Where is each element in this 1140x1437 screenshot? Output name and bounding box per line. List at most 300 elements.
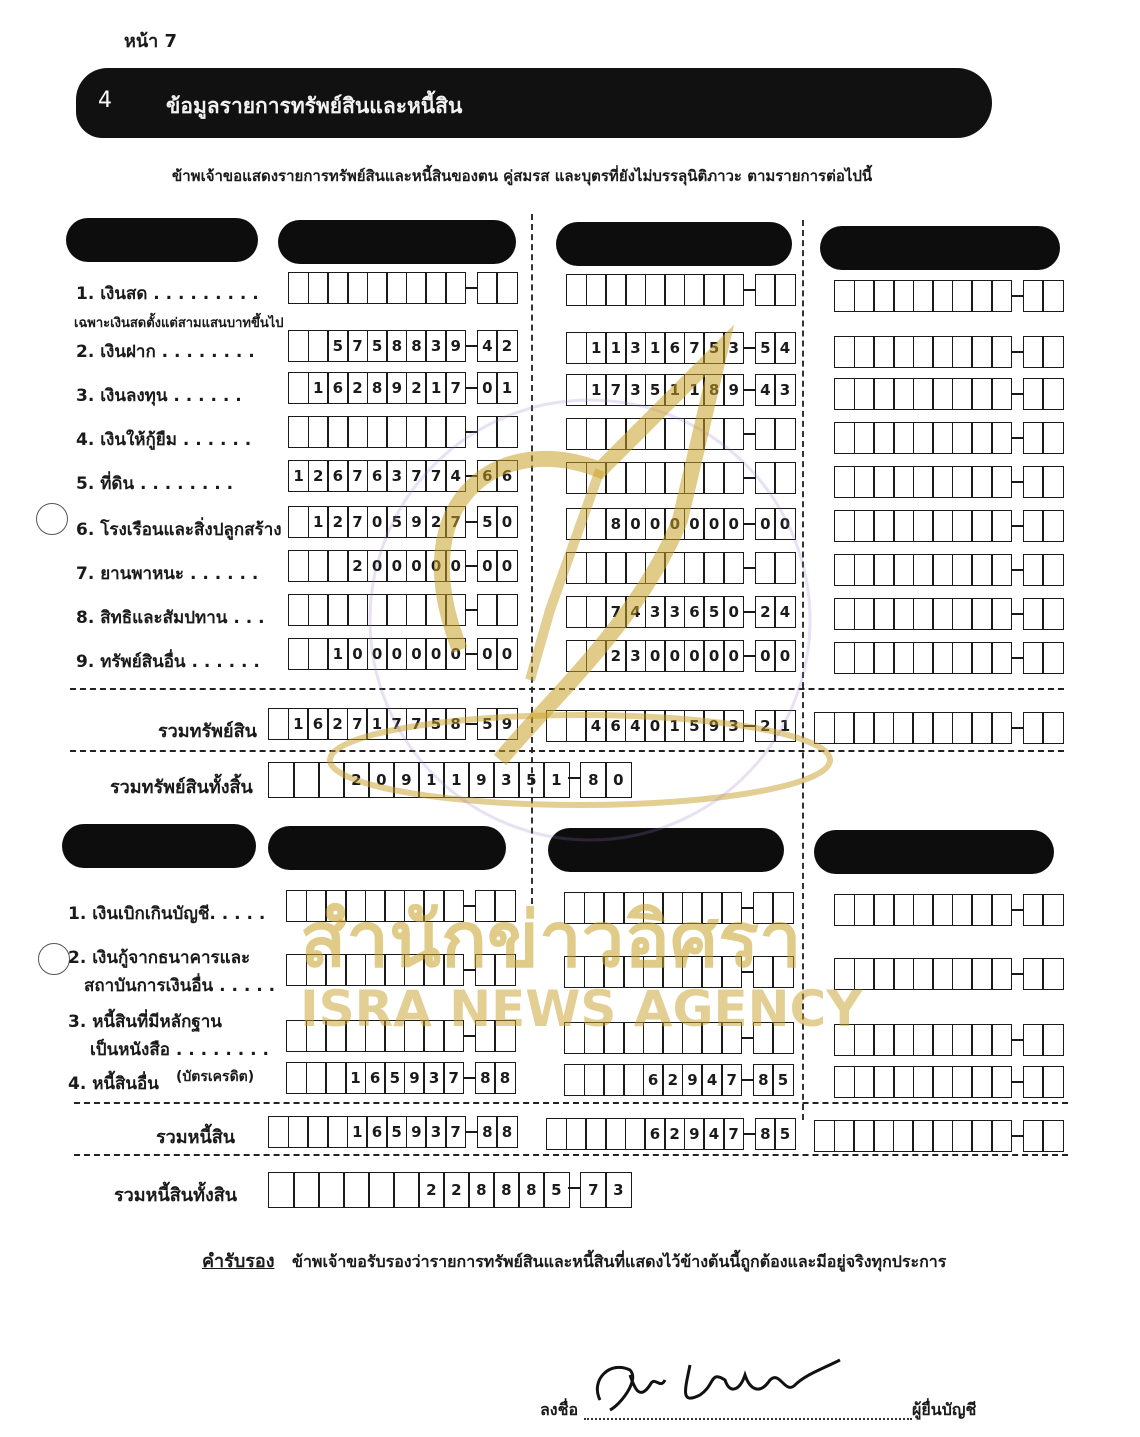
digit-cell: 7	[445, 372, 466, 404]
digit-cell	[386, 272, 407, 304]
digit-cell: 1	[664, 374, 685, 406]
digit-cell: 4	[703, 1118, 724, 1150]
digit-cell	[971, 642, 992, 674]
digit-cell: 2	[662, 1064, 683, 1096]
digit-cell: 5	[518, 762, 545, 798]
digit-cell: 1	[684, 374, 705, 406]
satang-cell: 2	[755, 710, 776, 742]
digit-cell	[913, 1024, 934, 1056]
digit-cell: 3	[386, 460, 407, 492]
digit-cell	[703, 274, 724, 306]
satang-cell: 8	[753, 1064, 774, 1096]
digit-cell	[814, 1120, 835, 1152]
digit-cell	[873, 378, 894, 410]
digit-cell	[952, 422, 973, 454]
satang-cell	[1042, 510, 1063, 542]
digit-cell	[873, 422, 894, 454]
liability-overdraft-col3	[834, 894, 1062, 926]
digit-cell	[971, 958, 992, 990]
digit-cell: 5	[543, 1172, 570, 1208]
decimal-connector	[743, 289, 755, 291]
punch-hole	[38, 943, 70, 975]
digit-cell: 2	[664, 1118, 685, 1150]
digit-cell: 6	[664, 332, 685, 364]
digit-cell	[952, 1024, 973, 1056]
digit-cell: 0	[684, 640, 705, 672]
decimal-connector	[463, 1077, 475, 1079]
satang-cell: 4	[774, 596, 795, 628]
digit-cell	[971, 466, 992, 498]
asset-deposits-col3	[834, 336, 1062, 368]
satang-cell: 0	[774, 640, 795, 672]
digit-cell: 5	[684, 710, 705, 742]
digit-cell: 8	[406, 330, 427, 362]
digit-cell: 6	[365, 1062, 386, 1094]
satang-cell: 0	[605, 762, 632, 798]
digit-cell	[913, 336, 934, 368]
digit-cell	[932, 280, 953, 312]
digit-cell: 0	[625, 508, 646, 540]
decimal-connector	[1011, 1039, 1023, 1041]
satang-cell	[1042, 1066, 1063, 1098]
digit-cell	[834, 280, 855, 312]
digit-cell: 4	[445, 460, 466, 492]
digit-cell	[932, 1120, 953, 1152]
decimal-connector	[1011, 351, 1023, 353]
digit-cell	[932, 466, 953, 498]
intro-text: ข้าพเจ้าขอแสดงรายการทรัพย์สินและหนี้สินของตน คู่สมรส และบุตรที่ยังไม่บรรลุนิติภาวะ ตามรายการต่อไปนี้	[172, 167, 873, 185]
digit-cell: 3	[425, 330, 446, 362]
digit-cell	[952, 1066, 973, 1098]
digit-cell	[566, 1118, 587, 1150]
digit-cell: 2	[347, 550, 368, 582]
digit-cell	[991, 1024, 1012, 1056]
satang-cell	[1042, 554, 1063, 586]
liability-total-col3	[814, 1120, 1062, 1152]
digit-cell	[854, 894, 875, 926]
digit-cell: 1	[443, 762, 470, 798]
digit-cell: 6	[366, 1116, 387, 1148]
digit-cell	[873, 712, 894, 744]
digit-cell	[932, 336, 953, 368]
digit-cell: 5	[367, 330, 388, 362]
digit-cell: 7	[386, 708, 407, 740]
digit-cell: 7	[406, 708, 427, 740]
digit-cell	[873, 554, 894, 586]
digit-cell	[932, 554, 953, 586]
digit-cell: 5	[327, 330, 348, 362]
digit-cell	[991, 958, 1012, 990]
digit-cell	[406, 272, 427, 304]
asset-total-label: รวมทรัพย์สิน	[158, 721, 257, 742]
digit-cell	[991, 1066, 1012, 1098]
section-number: 4	[98, 88, 112, 113]
watermark-thai: สำนักข่าวอิศรา	[300, 895, 802, 984]
digit-cell	[913, 642, 934, 674]
digit-cell	[873, 1066, 894, 1098]
digit-cell	[564, 1064, 585, 1096]
digit-cell	[873, 1024, 894, 1056]
digit-cell: 8	[367, 372, 388, 404]
decimal-connector	[1011, 295, 1023, 297]
digit-cell: 7	[445, 1116, 466, 1148]
digit-cell	[952, 642, 973, 674]
decimal-connector	[1011, 1135, 1023, 1137]
digit-cell	[893, 1120, 914, 1152]
satang-cell: 5	[477, 708, 498, 740]
digit-cell: 0	[425, 638, 446, 670]
section-banner	[76, 68, 992, 138]
satang-cell: 4	[774, 332, 795, 364]
satang-cell	[1042, 336, 1063, 368]
digit-cell	[952, 958, 973, 990]
digit-cell	[971, 1120, 992, 1152]
satang-cell: 0	[477, 372, 498, 404]
page-number: หน้า 7	[124, 31, 178, 52]
digit-cell	[991, 1120, 1012, 1152]
digit-cell: 6	[684, 596, 705, 628]
digit-cell: 1	[543, 762, 570, 798]
digit-cell: 6	[643, 1064, 664, 1096]
digit-cell	[834, 1066, 855, 1098]
satang-cell: 0	[755, 508, 776, 540]
digit-cell	[893, 598, 914, 630]
decimal-connector	[1011, 909, 1023, 911]
digit-cell: 9	[404, 1062, 425, 1094]
digit-cell	[952, 466, 973, 498]
digit-cell	[268, 1116, 289, 1148]
digit-cell	[367, 272, 388, 304]
digit-cell	[873, 1120, 894, 1152]
digit-cell: 1	[418, 762, 445, 798]
decimal-connector	[741, 1079, 753, 1081]
digit-cell	[913, 378, 934, 410]
digit-cell: 4	[585, 710, 606, 742]
satang-cell: 0	[496, 638, 517, 670]
satang-cell: 3	[605, 1172, 632, 1208]
digit-cell: 2	[347, 372, 368, 404]
decimal-connector	[1011, 525, 1023, 527]
satang-cell	[1023, 1024, 1044, 1056]
digit-cell	[854, 1066, 875, 1098]
satang-cell: 1	[774, 710, 795, 742]
digit-cell: 5	[703, 332, 724, 364]
digit-cell: 1	[425, 372, 446, 404]
satang-cell	[1042, 1120, 1063, 1152]
asset-land-col3	[834, 466, 1062, 498]
watermark-logo	[300, 320, 860, 880]
digit-cell: 7	[684, 332, 705, 364]
digit-cell	[603, 1064, 624, 1096]
digit-cell	[932, 1066, 953, 1098]
satang-cell: 3	[774, 374, 795, 406]
digit-cell	[913, 280, 934, 312]
digit-cell: 0	[445, 638, 466, 670]
digit-cell: 0	[368, 762, 395, 798]
satang-cell	[1023, 466, 1044, 498]
digit-cell: 5	[645, 374, 666, 406]
watermark-english: ISRA NEWS AGENCY	[300, 980, 863, 1038]
digit-cell	[325, 1062, 346, 1094]
digit-cell: 1	[664, 710, 685, 742]
satang-cell: 5	[774, 1118, 795, 1150]
digit-cell	[288, 1116, 309, 1148]
digit-cell: 4	[625, 710, 646, 742]
satang-cell: 0	[774, 508, 795, 540]
digit-cell	[952, 510, 973, 542]
satang-cell: 8	[475, 1062, 496, 1094]
digit-cell	[268, 762, 295, 798]
section-title: ข้อมูลรายการทรัพย์สินและหนี้สิน	[166, 94, 463, 118]
digit-cell: 7	[406, 460, 427, 492]
digit-cell	[873, 466, 894, 498]
digit-cell	[971, 422, 992, 454]
satang-cell	[1042, 280, 1063, 312]
digit-cell	[912, 1120, 933, 1152]
digit-cell: 1	[288, 708, 309, 740]
digit-cell: 0	[347, 638, 368, 670]
liability-grand-total-label: รวมหนี้สินทั้งสิน	[114, 1185, 238, 1206]
digit-cell	[991, 598, 1012, 630]
satang-cell	[1023, 712, 1044, 744]
digit-cell	[932, 712, 953, 744]
satang-cell	[1042, 466, 1063, 498]
digit-cell	[873, 894, 894, 926]
asset-cash-col2	[566, 274, 794, 306]
digit-cell	[893, 1066, 914, 1098]
satang-cell	[1023, 1066, 1044, 1098]
decimal-connector	[1011, 613, 1023, 615]
digit-cell: 1	[366, 708, 387, 740]
digit-cell	[605, 274, 626, 306]
digit-cell: 9	[682, 1064, 703, 1096]
digit-cell: 9	[723, 374, 744, 406]
digit-cell	[893, 378, 914, 410]
asset-cash-col3	[834, 280, 1062, 312]
satang-cell	[1042, 642, 1063, 674]
satang-cell: 5	[477, 506, 498, 538]
satang-cell: 4	[755, 374, 776, 406]
digit-cell: 3	[723, 332, 744, 364]
digit-cell	[932, 378, 953, 410]
digit-cell	[585, 1118, 606, 1150]
asset-label-rights: 8. สิทธิและสัมปทาน . . .	[76, 608, 265, 628]
digit-cell	[605, 1118, 626, 1150]
satang-cell	[1023, 280, 1044, 312]
satang-cell: 7	[580, 1172, 607, 1208]
digit-cell	[932, 642, 953, 674]
digit-cell: 2	[308, 460, 329, 492]
satang-cell	[755, 274, 776, 306]
decimal-connector	[743, 1133, 755, 1135]
digit-cell	[952, 894, 973, 926]
digit-cell: 8	[493, 1172, 520, 1208]
decimal-connector	[1011, 481, 1023, 483]
digit-cell	[913, 598, 934, 630]
digit-cell: 3	[625, 332, 646, 364]
digit-cell	[893, 510, 914, 542]
liability-documented-col3	[834, 1024, 1062, 1056]
digit-cell: 7	[425, 460, 446, 492]
decimal-connector	[1011, 973, 1023, 975]
digit-cell: 2	[406, 372, 427, 404]
digit-cell	[952, 280, 973, 312]
digit-cell: 9	[393, 762, 420, 798]
digit-cell	[971, 554, 992, 586]
liability-label-documented-line2: เป็นหนังสือ . . . . . . . .	[90, 1040, 269, 1060]
digit-cell: 4	[625, 596, 646, 628]
digit-cell	[268, 1172, 295, 1208]
digit-cell: 0	[386, 638, 407, 670]
digit-cell: 1	[347, 1116, 368, 1148]
digit-cell	[913, 422, 934, 454]
certification-text: ข้าพเจ้าขอรับรองว่ารายการทรัพย์สินและหนี้สินที่แสดงไว้ข้างต้นนี้ถูกต้องและมีอยู่จริงทุกประการ	[292, 1252, 947, 1271]
digit-cell	[268, 708, 289, 740]
digit-cell: 9	[406, 1116, 427, 1148]
satang-cell	[1023, 894, 1044, 926]
digit-cell	[971, 1066, 992, 1098]
digit-cell: 1	[288, 460, 309, 492]
digit-cell	[971, 510, 992, 542]
liability-label-other-note: (บัตรเครดิต)	[176, 1069, 255, 1085]
digit-cell: 8	[445, 708, 466, 740]
digit-cell	[288, 272, 309, 304]
digit-cell	[932, 894, 953, 926]
digit-cell	[971, 712, 992, 744]
digit-cell: 0	[367, 550, 388, 582]
digit-cell: 0	[425, 550, 446, 582]
digit-cell	[684, 274, 705, 306]
digit-cell: 3	[625, 640, 646, 672]
digit-cell	[913, 466, 934, 498]
digit-cell	[584, 1064, 605, 1096]
digit-cell: 2	[343, 762, 370, 798]
decimal-connector	[1011, 657, 1023, 659]
digit-cell: 7	[347, 506, 368, 538]
digit-cell: 5	[384, 1062, 405, 1094]
digit-cell	[893, 642, 914, 674]
digit-cell	[932, 598, 953, 630]
digit-cell	[368, 1172, 395, 1208]
asset-cash-note: เฉพาะเงินสดตั้งแต่สามแสนบาทขึ้นไป	[74, 316, 284, 331]
digit-cell: 8	[605, 508, 626, 540]
digit-cell	[623, 1064, 644, 1096]
liability-other-col3	[834, 1066, 1062, 1098]
digit-cell	[991, 466, 1012, 498]
asset-label-loans: 4. เงินให้กู้ยืม . . . . . .	[76, 430, 252, 450]
asset-label-land: 5. ที่ดิน . . . . . . . .	[76, 474, 234, 494]
digit-cell: 1	[586, 374, 607, 406]
digit-cell: 0	[406, 550, 427, 582]
digit-cell	[306, 1062, 327, 1094]
digit-cell	[971, 378, 992, 410]
liability-other-col1	[286, 1062, 514, 1094]
redacted-header	[62, 824, 256, 868]
satang-cell	[1023, 642, 1044, 674]
digit-cell: 2	[418, 1172, 445, 1208]
redacted-header	[820, 226, 1060, 270]
digit-cell: 6	[605, 710, 626, 742]
digit-cell	[932, 958, 953, 990]
satang-cell: 1	[496, 372, 517, 404]
asset-investments-col3	[834, 378, 1062, 410]
decimal-connector	[1011, 727, 1023, 729]
digit-cell	[286, 1062, 307, 1094]
digit-cell	[913, 510, 934, 542]
digit-cell: 0	[645, 508, 666, 540]
satang-cell: 5	[772, 1064, 793, 1096]
satang-cell	[1023, 1120, 1044, 1152]
digit-cell	[912, 712, 933, 744]
digit-cell	[893, 336, 914, 368]
satang-cell: 8	[494, 1062, 515, 1094]
liability-label-bank-loans-line2: สถาบันการเงินอื่น . . . . .	[84, 976, 276, 996]
asset-label-deposits: 2. เงินฝาก . . . . . . . .	[76, 342, 255, 362]
digit-cell: 6	[327, 460, 348, 492]
digit-cell: 1	[327, 638, 348, 670]
digit-cell: 3	[645, 596, 666, 628]
digit-cell	[932, 1024, 953, 1056]
digit-cell	[664, 274, 685, 306]
decimal-connector	[1011, 569, 1023, 571]
digit-cell	[834, 1120, 855, 1152]
satang-cell: 4	[477, 330, 498, 362]
digit-cell	[991, 378, 1012, 410]
digit-cell: 8	[468, 1172, 495, 1208]
digit-cell	[873, 280, 894, 312]
satang-cell: 0	[496, 506, 517, 538]
digit-cell: 0	[723, 508, 744, 540]
satang-cell: 6	[477, 460, 498, 492]
redacted-header	[556, 222, 792, 266]
digit-cell: 0	[664, 640, 685, 672]
satang-cell	[774, 274, 795, 306]
digit-cell: 5	[386, 1116, 407, 1148]
digit-cell	[834, 894, 855, 926]
asset-other-col3	[834, 642, 1062, 674]
satang-cell	[1042, 712, 1063, 744]
liability-total-col1	[268, 1116, 516, 1148]
digit-cell: 0	[703, 508, 724, 540]
asset-label-vehicles: 7. ยานพาหนะ . . . . . .	[76, 564, 259, 584]
digit-cell	[873, 598, 894, 630]
satang-cell	[1042, 422, 1063, 454]
digit-cell: 7	[723, 1118, 744, 1150]
digit-cell: 3	[723, 710, 744, 742]
digit-cell: 0	[445, 550, 466, 582]
digit-cell	[991, 422, 1012, 454]
digit-cell: 1	[345, 1062, 366, 1094]
liability-total-divider	[74, 1154, 1068, 1156]
digit-cell	[327, 1116, 348, 1148]
satang-cell	[1023, 378, 1044, 410]
digit-cell: 1	[586, 332, 607, 364]
satang-cell	[1023, 336, 1044, 368]
signature-label: ลงชื่อ	[540, 1400, 579, 1419]
asset-vehicles-col3	[834, 554, 1062, 586]
digit-cell	[566, 274, 587, 306]
digit-cell	[873, 642, 894, 674]
satang-cell	[1042, 1024, 1063, 1056]
digit-cell	[971, 336, 992, 368]
digit-cell: 3	[425, 1116, 446, 1148]
liability-label-other: 4. หนี้สินอื่น	[68, 1074, 159, 1094]
satang-cell	[477, 272, 498, 304]
digit-cell: 5	[386, 506, 407, 538]
digit-cell: 0	[645, 640, 666, 672]
satang-cell: 9	[496, 708, 517, 740]
digit-cell: 1	[645, 332, 666, 364]
